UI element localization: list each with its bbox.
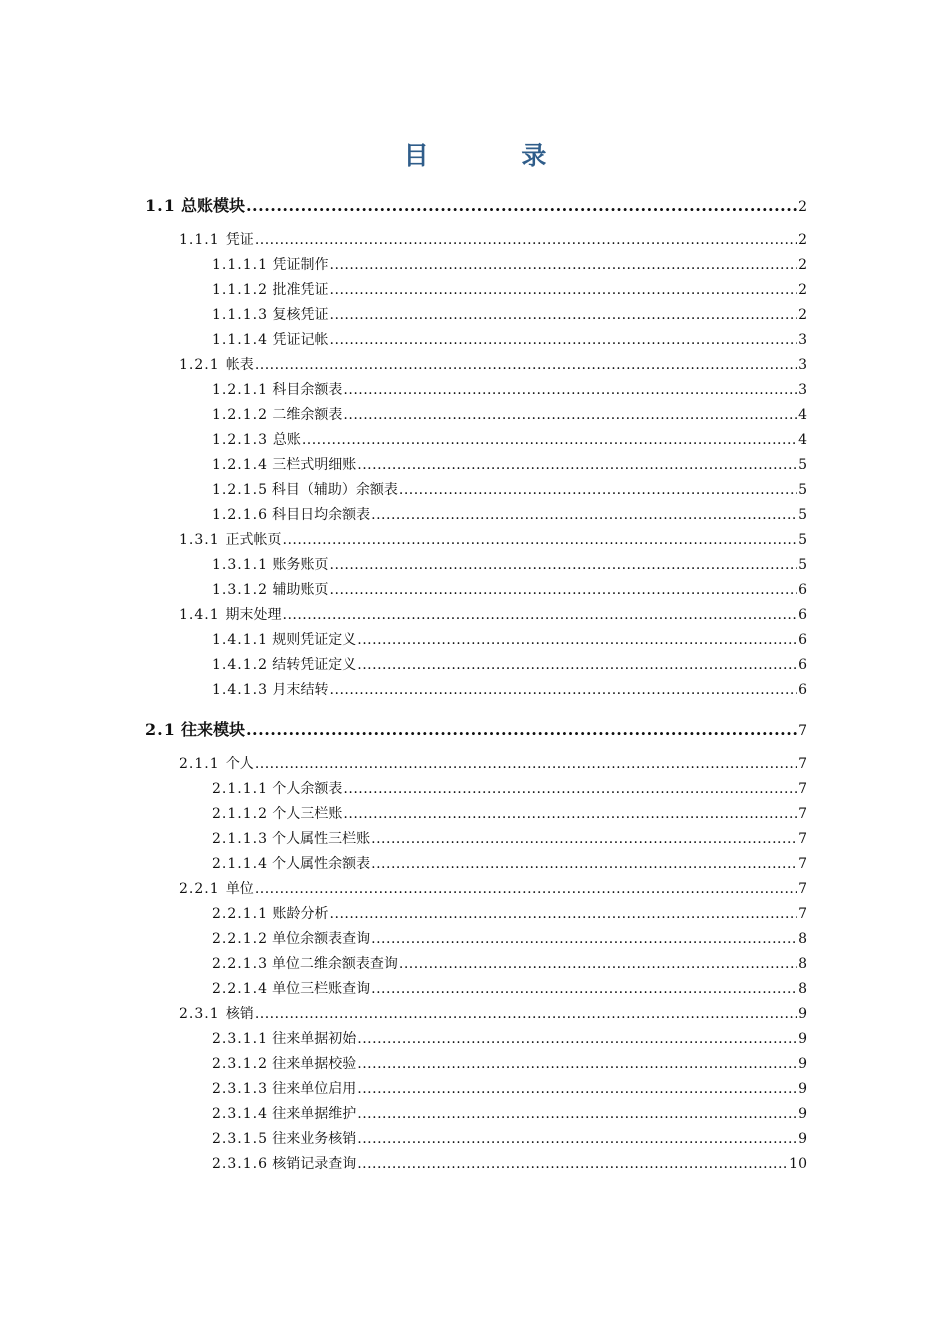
toc-entry-label: 个人属性余额表: [272, 856, 371, 872]
toc-entry-number: 2.3.1.1: [212, 1031, 268, 1047]
toc-entry-page-number: 7: [798, 881, 807, 897]
toc-entry-page-number: 3: [798, 357, 807, 373]
toc-entry[interactable]: [212, 828, 807, 848]
toc-entry-page-number: 2: [798, 232, 807, 248]
toc-entry[interactable]: [212, 1053, 807, 1073]
toc-entry[interactable]: [212, 379, 807, 399]
toc-entry[interactable]: [212, 504, 807, 524]
toc-entry-label: 账龄分析: [272, 906, 329, 922]
toc-entry[interactable]: [212, 853, 807, 873]
toc-entry-page-number: 5: [798, 532, 807, 548]
toc-entry-number: 2.3.1: [179, 1006, 220, 1022]
dot-leader: [246, 196, 797, 215]
dot-leader: [357, 632, 797, 648]
toc-entry[interactable]: [212, 279, 807, 299]
dot-leader: [357, 1106, 797, 1122]
dot-leader: [371, 981, 797, 997]
toc-entry-number: 1.3.1.1: [212, 557, 268, 573]
dot-leader: [357, 1081, 797, 1097]
dot-leader: [343, 407, 797, 423]
dot-leader: [357, 1156, 788, 1172]
toc-entry[interactable]: [212, 679, 807, 699]
toc-entry[interactable]: [145, 193, 807, 216]
toc-entry-label: 辅助账页: [272, 582, 329, 598]
toc-entry-label: 科目余额表: [272, 382, 343, 398]
toc-entry-label: 正式帐页: [225, 532, 282, 548]
toc-entry-number: 2.2.1.2: [212, 931, 268, 947]
toc-entry-number: 1.1.1.1: [212, 257, 268, 273]
toc-entry[interactable]: [212, 953, 807, 973]
toc-entry[interactable]: [212, 554, 807, 574]
toc-entry-number: 2.1.1.4: [212, 856, 268, 872]
toc-entry-page-number: 9: [798, 1131, 807, 1147]
toc-entry-label: 单位二维余额表查询: [271, 956, 398, 972]
toc-entry-label: 规则凭证定义: [272, 632, 357, 648]
toc-entry[interactable]: [212, 429, 807, 449]
toc-entry-number: 1.1.1: [179, 232, 220, 248]
toc-entry[interactable]: [212, 1153, 807, 1173]
toc-entry-number: 1.2.1.1: [212, 382, 268, 398]
toc-entry[interactable]: [212, 1028, 807, 1048]
toc-entry[interactable]: [212, 903, 807, 923]
toc-entry-label: 科目日均余额表: [272, 507, 371, 523]
toc-entry-number: 2.3.1.2: [212, 1056, 268, 1072]
dot-leader: [283, 532, 798, 548]
dot-leader: [330, 257, 798, 273]
toc-entry-number: 1.4.1.2: [212, 657, 268, 673]
toc-entry-page-number: 3: [798, 382, 807, 398]
toc-entry[interactable]: [212, 629, 807, 649]
toc-entry-page-number: 9: [798, 1081, 807, 1097]
toc-entry-page-number: 9: [798, 1006, 807, 1022]
toc-entry[interactable]: [212, 579, 807, 599]
toc-entry-label: 核销记录查询: [272, 1156, 357, 1172]
toc-entry-page-number: 4: [798, 432, 807, 448]
toc-entry-number: 1.2.1.6: [212, 507, 268, 523]
toc-entry-page-number: 7: [798, 723, 807, 739]
toc-entry[interactable]: [179, 354, 807, 374]
dot-leader: [371, 856, 797, 872]
toc-entry-label: 往来单据维护: [272, 1106, 357, 1122]
toc-entry-number: 1.1.1.4: [212, 332, 268, 348]
dot-leader: [357, 1056, 797, 1072]
toc-entry-number: 2.1.1: [179, 756, 220, 772]
toc-entry-label: 往来单据初始: [272, 1031, 357, 1047]
toc-entry[interactable]: [179, 878, 807, 898]
toc-entry[interactable]: [179, 1003, 807, 1023]
toc-entry-page-number: 9: [798, 1106, 807, 1122]
toc-entry-page-number: 8: [798, 956, 807, 972]
toc-entry-number: 1.2.1.4: [212, 457, 268, 473]
toc-entry[interactable]: [145, 717, 807, 740]
toc-entry-page-number: 2: [798, 282, 807, 298]
toc-entry[interactable]: [212, 404, 807, 424]
toc-entry-page-number: 7: [798, 806, 807, 822]
toc-entry-page-number: 3: [798, 332, 807, 348]
toc-entry-label: 单位余额表查询: [272, 931, 371, 947]
dot-leader: [330, 906, 798, 922]
toc-entry-page-number: 4: [798, 407, 807, 423]
toc-entry[interactable]: [212, 1128, 807, 1148]
toc-entry-label: 单位: [225, 881, 254, 897]
toc-entry-number: 2.3.1.4: [212, 1106, 268, 1122]
toc-entry[interactable]: [179, 753, 807, 773]
toc-entry[interactable]: [179, 604, 807, 624]
toc-entry[interactable]: [212, 654, 807, 674]
dot-leader: [399, 482, 797, 498]
toc-entry-page-number: 6: [798, 632, 807, 648]
toc-entry-label: 总账: [272, 432, 301, 448]
toc-entry-label: 往来业务核销: [272, 1131, 357, 1147]
toc-entry-page-number: 9: [798, 1056, 807, 1072]
toc-entry-number: 2.2.1.4: [212, 981, 268, 997]
dot-leader: [399, 956, 797, 972]
toc-entry-page-number: 8: [798, 981, 807, 997]
toc-entry-label: 三栏式明细账: [272, 457, 357, 473]
toc-entry-page-number: 5: [798, 507, 807, 523]
toc-entry-number: 2.1: [145, 720, 176, 739]
toc-entry[interactable]: [212, 329, 807, 349]
toc-entry-number: 2.2.1.3: [212, 956, 268, 972]
toc-entry[interactable]: [212, 479, 807, 499]
toc-entry-number: 1.2.1: [179, 357, 220, 373]
toc-entry[interactable]: [212, 1078, 807, 1098]
dot-leader: [255, 1006, 797, 1022]
toc-entry-page-number: 5: [798, 457, 807, 473]
dot-leader: [283, 607, 798, 623]
toc-entry-page-number: 6: [798, 657, 807, 673]
toc-entry-label: 凭证: [225, 232, 254, 248]
toc-entry-number: 2.2.1: [179, 881, 220, 897]
toc-entry-label: 往来单据校验: [272, 1056, 357, 1072]
toc-entry-label: 复核凭证: [272, 307, 329, 323]
toc-entry-page-number: 5: [798, 482, 807, 498]
toc-entry-number: 2.2.1.1: [212, 906, 268, 922]
dot-leader: [357, 457, 797, 473]
toc-entry-label: 个人三栏账: [272, 806, 343, 822]
dot-leader: [371, 931, 797, 947]
toc-entry-page-number: 2: [798, 257, 807, 273]
dot-leader: [255, 232, 797, 248]
dot-leader: [246, 720, 797, 739]
toc-entry-number: 1.1.1.3: [212, 307, 268, 323]
dot-leader: [343, 382, 797, 398]
toc-entry-number: 2.1.1.3: [212, 831, 268, 847]
toc-entry-number: 1.2.1.5: [212, 482, 268, 498]
toc-entry-page-number: 7: [798, 856, 807, 872]
toc-entry-page-number: 7: [798, 831, 807, 847]
toc-entry-number: 1.2.1.2: [212, 407, 268, 423]
dot-leader: [255, 357, 797, 373]
toc-entry-label: 结转凭证定义: [272, 657, 357, 673]
toc-entry-label: 个人属性三栏账: [272, 831, 371, 847]
dot-leader: [330, 582, 798, 598]
dot-leader: [255, 881, 797, 897]
toc-entry-label: 凭证制作: [272, 257, 329, 273]
toc-entry-number: 2.1.1.1: [212, 781, 268, 797]
dot-leader: [343, 781, 797, 797]
toc-entry-label: 科目（辅助）余额表: [271, 482, 398, 498]
toc-entry-page-number: 6: [798, 582, 807, 598]
toc-entry[interactable]: [212, 778, 807, 798]
dot-leader: [330, 307, 798, 323]
toc-entry-number: 1.4.1: [179, 607, 220, 623]
toc-entry-label: 个人余额表: [272, 781, 343, 797]
toc-entry-label: 总账模块: [180, 196, 245, 215]
toc-entry-number: 1.1.1.2: [212, 282, 268, 298]
toc-entry-label: 帐表: [225, 357, 254, 373]
toc-entry-page-number: 8: [798, 931, 807, 947]
toc-entry-label: 批准凭证: [272, 282, 329, 298]
toc-entry-number: 1.4.1.1: [212, 632, 268, 648]
toc-entry-number: 2.3.1.6: [212, 1156, 268, 1172]
toc-entry[interactable]: [179, 229, 807, 249]
toc-entry-label: 凭证记帐: [272, 332, 329, 348]
toc-entry-page-number: 5: [798, 557, 807, 573]
toc-entry[interactable]: [179, 529, 807, 549]
toc-entry-label: 单位三栏账查询: [272, 981, 371, 997]
dot-leader: [371, 831, 797, 847]
toc-entry[interactable]: [212, 454, 807, 474]
toc-entry-page-number: 9: [798, 1031, 807, 1047]
toc-entry-number: 2.1.1.2: [212, 806, 268, 822]
dot-leader: [357, 657, 797, 673]
toc-entry-label: 二维余额表: [272, 407, 343, 423]
dot-leader: [302, 432, 797, 448]
toc-entry[interactable]: [212, 928, 807, 948]
dot-leader: [343, 806, 797, 822]
dot-leader: [330, 557, 798, 573]
toc-entry-page-number: 7: [798, 781, 807, 797]
toc-entry-number: 2.3.1.5: [212, 1131, 268, 1147]
toc-title: 目 录: [403, 141, 589, 170]
toc-entry[interactable]: [212, 304, 807, 324]
toc-entry[interactable]: [212, 254, 807, 274]
toc-entry-page-number: 2: [798, 307, 807, 323]
toc-entry-number: 2.3.1.3: [212, 1081, 268, 1097]
toc-entry-label: 核销: [225, 1006, 254, 1022]
toc-entry-number: 1.4.1.3: [212, 682, 268, 698]
toc-entry-number: 1.1: [145, 196, 176, 215]
toc-entry[interactable]: [212, 978, 807, 998]
dot-leader: [255, 756, 797, 772]
toc-entry-page-number: 7: [798, 906, 807, 922]
dot-leader: [330, 682, 798, 698]
toc-entry-number: 1.3.1: [179, 532, 220, 548]
toc-entry-page-number: 10: [789, 1156, 807, 1172]
toc-entry-number: 1.3.1.2: [212, 582, 268, 598]
dot-leader: [330, 332, 798, 348]
dot-leader: [330, 282, 798, 298]
toc-entry-label: 账务账页: [272, 557, 329, 573]
toc-entry-number: 1.2.1.3: [212, 432, 268, 448]
toc-entry-page-number: 7: [798, 756, 807, 772]
toc-entry-label: 往来单位启用: [272, 1081, 357, 1097]
toc-entry[interactable]: [212, 1103, 807, 1123]
toc-entry-label: 个人: [225, 756, 254, 772]
toc-entry-label: 月末结转: [272, 682, 329, 698]
dot-leader: [357, 1131, 797, 1147]
toc-entry-page-number: 2: [798, 199, 807, 215]
toc-entry[interactable]: [212, 803, 807, 823]
toc-entry-label: 期末处理: [225, 607, 282, 623]
toc-entry-page-number: 6: [798, 682, 807, 698]
toc-entry-label: 往来模块: [180, 720, 245, 739]
dot-leader: [371, 507, 797, 523]
toc-entry-page-number: 6: [798, 607, 807, 623]
dot-leader: [357, 1031, 797, 1047]
